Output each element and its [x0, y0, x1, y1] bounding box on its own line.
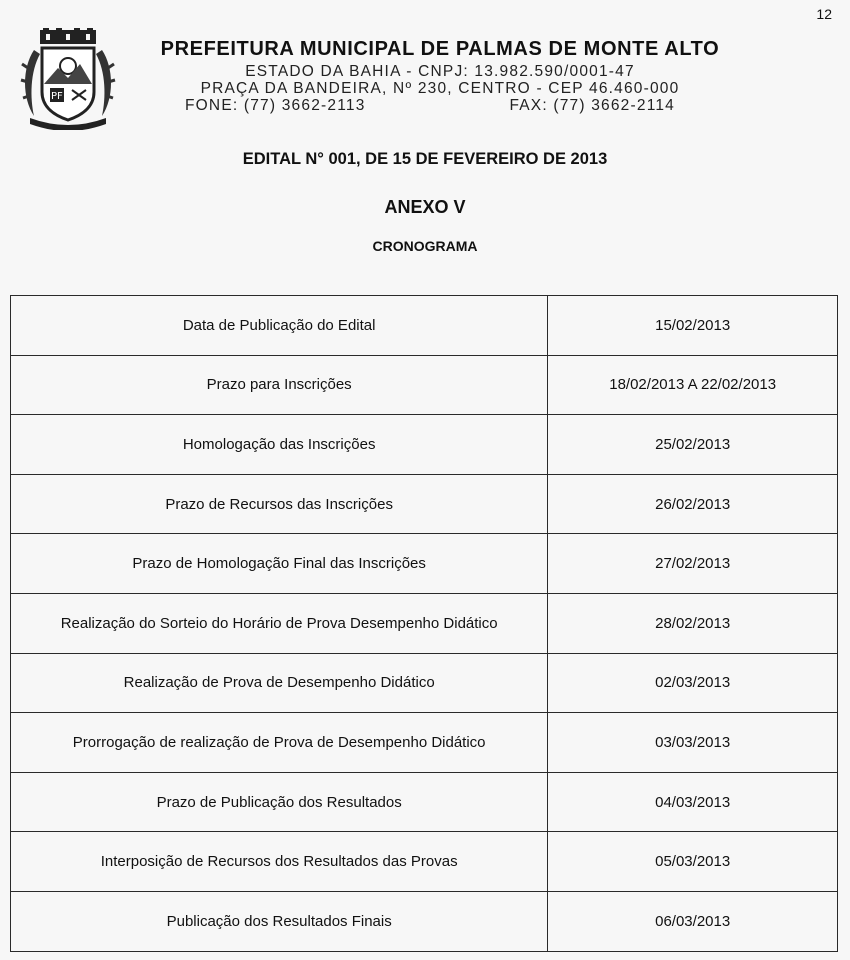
- table-row: [11, 653, 838, 713]
- document-title: EDITAL N° 001, DE 15 DE FEVEREIRO DE 2013: [242, 150, 608, 168]
- table-row: [11, 593, 838, 653]
- svg-text:PF: PF: [51, 91, 63, 102]
- date-cell: 05/03/2013: [548, 832, 838, 892]
- event-cell: Prazo para Inscrições: [11, 355, 548, 415]
- table-row: [11, 474, 838, 534]
- schedule-title: CRONOGRAMA: [372, 238, 478, 254]
- annex-title: ANEXO V: [384, 197, 466, 217]
- date-cell: 25/02/2013: [548, 415, 838, 475]
- event-cell: Prazo de Recursos das Inscrições: [11, 474, 548, 534]
- table-row: [11, 832, 838, 892]
- date-cell: 26/02/2013: [548, 474, 838, 534]
- event-cell: Realização de Prova de Desempenho Didático: [11, 653, 548, 713]
- date-cell: 15/02/2013: [548, 296, 838, 356]
- table-row: [11, 891, 838, 951]
- letterhead: [130, 38, 750, 114]
- event-cell: Publicação dos Resultados Finais: [11, 891, 548, 951]
- table-row: [11, 534, 838, 594]
- event-cell: Interposição de Recursos dos Resultados das Provas: [11, 832, 548, 892]
- event-cell: Homologação das Inscrições: [11, 415, 548, 475]
- date-cell: 02/03/2013: [548, 653, 838, 713]
- date-cell: 03/03/2013: [548, 713, 838, 773]
- table-row: [11, 355, 838, 415]
- event-cell: Data de Publicação do Edital: [11, 296, 548, 356]
- municipal-crest-icon: [20, 28, 116, 130]
- state-cnpj: ESTADO DA BAHIA - CNPJ: 13.982.590/0001-47: [245, 63, 635, 80]
- event-cell: Realização do Sorteio do Horário de Prova Desempenho Didático: [11, 593, 548, 653]
- date-cell: 27/02/2013: [548, 534, 838, 594]
- table-row: [11, 772, 838, 832]
- table-row: [11, 415, 838, 475]
- date-cell: 18/02/2013 A 22/02/2013: [548, 355, 838, 415]
- fax: FAX: (77) 3662-2114: [509, 97, 675, 114]
- event-cell: Prorrogação de realização de Prova de Desempenho Didático: [11, 713, 548, 773]
- date-cell: 28/02/2013: [548, 593, 838, 653]
- schedule-table: [10, 295, 838, 952]
- date-cell: 06/03/2013: [548, 891, 838, 951]
- event-cell: Prazo de Homologação Final das Inscrições: [11, 534, 548, 594]
- event-cell: Prazo de Publicação dos Resultados: [11, 772, 548, 832]
- page-number: 12: [816, 6, 832, 22]
- table-row: [11, 296, 838, 356]
- table-row: [11, 713, 838, 773]
- address: PRAÇA DA BANDEIRA, Nº 230, CENTRO - CEP 46.460-000: [200, 80, 680, 97]
- date-cell: 04/03/2013: [548, 772, 838, 832]
- organization-name: PREFEITURA MUNICIPAL DE PALMAS DE MONTE ALTO: [160, 38, 720, 60]
- contact-line: [130, 97, 750, 114]
- phone: FONE: (77) 3662-2113: [185, 97, 366, 114]
